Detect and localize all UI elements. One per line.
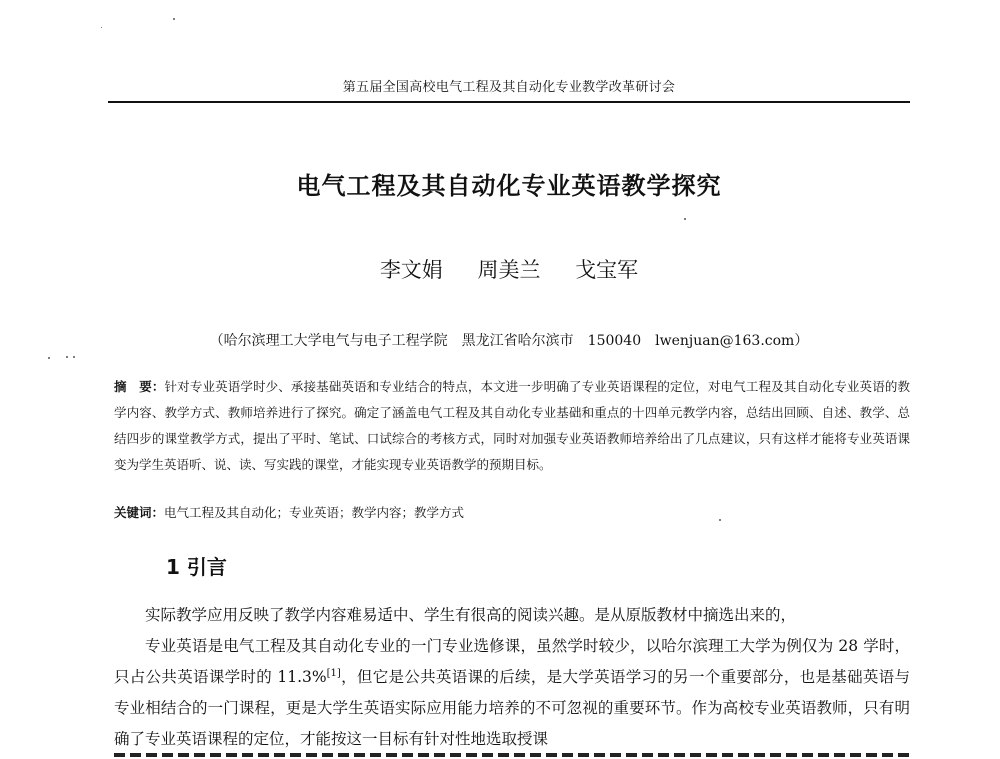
affiliation: （哈尔滨理工大学电气与电子工程学院 黑龙江省哈尔滨市 150040 lwenjuan@163.com） [209,333,809,349]
scan-speck [48,357,50,359]
paragraph-text: ，但它是公共英语课的后续，是大学英语学习的另一个重要部分，也是基础英语与专业相结合的一门课程，更是大学生英语实际应用能力培养的不可忽视的重要环节。作为高校专业英语教师，只有明确了专业英语课程的定位，才能按这一目标有针对性地选取授课 [114,668,910,748]
keywords [114,503,910,521]
section-heading: 1 引言 [166,555,227,579]
abstract-text: 针对专业英语学时少、承接基础英语和专业结合的特点，本文进一步明确了专业英语课程的定位，对电气工程及其自动化专业英语的教学内容、教学方式、教师培养进行了探究。确定了涵盖电气工程及其自动化专业基础和重点的十四单元教学内容，总结出回顾、自述、教学、总结四步的课堂教学方式，提出了平时、笔试、口试综合的考核方式，同时对加强专业英语教师培养给出了几点建议，只有这样才能将专业英语课变为学生英语听、说、读、写实践的课堂，才能实现专业英语教学的预期目标。 [114,379,910,472]
scan-speck [66,356,68,358]
author-list [108,254,910,284]
scan-speck [101,27,102,28]
paragraph: 实际教学应用反映了教学内容难易适中、学生有很高的阅读兴趣。是从原版教材中摘选出来的， [145,606,797,624]
author-name: 戈宝军 [575,258,639,282]
author-name: 李文娟 [379,258,443,282]
keywords-text: 电气工程及其自动化；专业英语；教学内容；教学方式 [164,505,465,520]
body-text [114,600,910,755]
running-header: 第五届全国高校电气工程及其自动化专业教学改革研讨会 [342,80,676,95]
scan-speck [684,218,686,220]
paragraph [114,631,910,755]
author-name: 周美兰 [477,258,541,282]
scan-speck [173,18,175,20]
paper-title: 电气工程及其自动化专业英语教学探究 [296,172,722,200]
abstract [114,374,910,478]
abstract-label: 摘 要： [114,379,165,394]
keywords-label: 关键词： [114,505,165,520]
scan-speck [73,356,75,358]
scan-speck [719,519,721,521]
header-rule [108,101,910,103]
citation-ref: [1] [326,667,341,679]
paragraph-text: 专业英语是电气工程及其自动化专业的一门专业选修课，虽然学时较少，以哈尔滨理工大学为例仅为 28 学时，只占公共英语课学时的 11.3% [114,637,910,686]
